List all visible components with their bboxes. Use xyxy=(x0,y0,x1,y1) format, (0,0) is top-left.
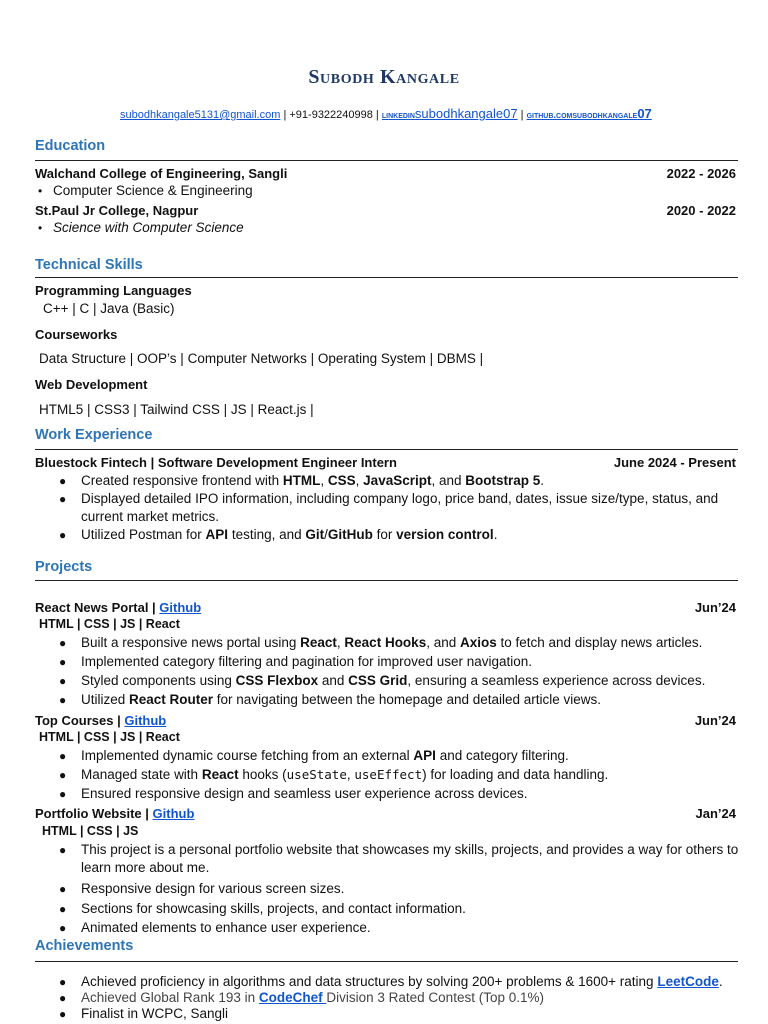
job-dates: June 2024 - Present xyxy=(613,455,736,470)
project-bullet: Built a responsive news portal using React, React Hooks, and Axios to fetch and display news articles. xyxy=(81,635,703,650)
work-bullet: Utilized Postman for API testing, and Git/GitHub for version control. xyxy=(81,527,498,542)
project-bullet: Managed state with React hooks (useState, useEffect) for loading and data handling. xyxy=(81,767,609,782)
leetcode-link[interactable]: LeetCode xyxy=(657,974,719,989)
bullet-icon: ● xyxy=(59,921,67,935)
contact-line: subodhkangale5131@gmail.com | +91-9322240998 | linkedinsubodhkangale07 | github.comsubodhkangale07 xyxy=(120,106,652,121)
bullet-icon: ● xyxy=(59,492,67,506)
project-date: Jun’24 xyxy=(694,713,736,728)
project-bullet: This project is a personal portfolio website that showcases my skills, projects, and provides a way for others to learn more about me. xyxy=(81,842,739,875)
codechef-link[interactable]: CodeChef xyxy=(258,990,327,1005)
bullet-icon: ● xyxy=(59,902,67,916)
bullet-icon: ● xyxy=(59,693,67,707)
bullet-icon: ● xyxy=(59,655,67,669)
skill-group-value: Data Structure | OOP’s | Computer Networks | Operating System | DBMS | xyxy=(39,351,484,366)
candidate-name: Subodh Kangale xyxy=(308,66,460,88)
school-detail: Computer Science & Engineering xyxy=(53,183,253,198)
project-bullet: Styled components using CSS Flexbox and CSS Grid, ensuring a seamless experience across devices. xyxy=(81,673,706,688)
project-bullet: Responsive design for various screen sizes. xyxy=(81,881,345,896)
bullet-icon: ● xyxy=(59,474,67,488)
work-bullet: Displayed detailed IPO information, including company logo, price band, dates, issue size/type, status, and current market metrics. xyxy=(81,491,719,524)
bullet-icon: ● xyxy=(59,975,67,989)
bullet-icon: ● xyxy=(59,636,67,650)
phone-number: +91-9322240998 xyxy=(289,109,373,121)
bullet-icon: ● xyxy=(59,787,67,801)
project-date: Jan’24 xyxy=(695,806,736,821)
skill-group-value: C++ | C | Java (Basic) xyxy=(43,301,175,316)
section-divider xyxy=(35,277,738,278)
bullet-icon: ● xyxy=(59,843,67,857)
linkedin-link[interactable]: linkedinsubodhkangale07 xyxy=(381,106,518,121)
project-bullet: Sections for showcasing skills, projects, and contact information. xyxy=(81,901,466,916)
skill-group-label: Courseworks xyxy=(35,327,118,342)
work-bullet: Created responsive frontend with HTML, CSS, JavaScript, and Bootstrap 5. xyxy=(81,473,545,488)
work-heading: Work Experience xyxy=(35,427,153,443)
skill-group-label: Programming Languages xyxy=(35,283,192,298)
github-profile-link[interactable]: github.comsubodhkangale07 xyxy=(526,106,652,121)
project-bullet: Implemented dynamic course fetching from an external API and category filtering. xyxy=(81,748,569,763)
school-dates: 2022 - 2026 xyxy=(666,166,736,181)
bullet-icon: ● xyxy=(59,1007,67,1021)
bullet-icon: • xyxy=(38,221,43,235)
github-link[interactable]: Github xyxy=(124,713,167,728)
achievement-item: Finalist in WCPC, Sangli xyxy=(81,1006,229,1021)
achievement-item: Achieved proficiency in algorithms and data structures by solving 200+ problems & 1600+ rating LeetCode. xyxy=(81,974,723,989)
project-title: React News Portal | Github xyxy=(35,600,202,615)
bullet-icon: ● xyxy=(59,674,67,688)
section-divider xyxy=(35,449,738,450)
section-divider xyxy=(35,580,738,581)
project-bullet: Utilized React Router for navigating between the homepage and detailed article views. xyxy=(81,692,602,707)
skill-group-value: HTML5 | CSS3 | Tailwind CSS | JS | React.js | xyxy=(39,402,314,417)
bullet-icon: ● xyxy=(59,991,67,1005)
project-bullet: Ensured responsive design and seamless user experience across devices. xyxy=(81,786,528,801)
section-divider xyxy=(35,160,738,161)
section-divider xyxy=(35,961,738,962)
job-title: Bluestock Fintech | Software Development Engineer Intern xyxy=(35,455,397,470)
school-dates: 2020 - 2022 xyxy=(666,203,736,218)
project-stack: HTML | CSS | JS | React xyxy=(39,730,180,744)
bullet-icon: ● xyxy=(59,768,67,782)
skill-group-label: Web Development xyxy=(35,377,148,392)
bullet-icon: ● xyxy=(59,749,67,763)
skills-heading: Technical Skills xyxy=(35,257,143,273)
project-stack: HTML | CSS | JS xyxy=(42,824,139,838)
github-link[interactable]: Github xyxy=(152,806,195,821)
education-heading: Education xyxy=(35,138,106,154)
project-stack: HTML | CSS | JS | React xyxy=(39,617,180,631)
bullet-icon: ● xyxy=(59,882,67,896)
bullet-icon: ● xyxy=(59,528,67,542)
achievements-heading: Achievements xyxy=(35,938,134,954)
bullet-icon: • xyxy=(38,184,43,198)
email-link[interactable]: subodhkangale5131@gmail.com xyxy=(120,109,281,121)
projects-heading: Projects xyxy=(35,559,93,575)
school-detail: Science with Computer Science xyxy=(53,220,244,235)
project-title: Portfolio Website | Github xyxy=(35,806,195,821)
project-date: Jun’24 xyxy=(694,600,736,615)
project-title: Top Courses | Github xyxy=(35,713,167,728)
school-name: St.Paul Jr College, Nagpur xyxy=(35,203,199,218)
project-bullet: Implemented category filtering and pagination for improved user navigation. xyxy=(81,654,533,669)
project-bullet: Animated elements to enhance user experience. xyxy=(81,920,371,935)
achievement-item: Achieved Global Rank 193 in CodeChef Division 3 Rated Contest (Top 0.1%) xyxy=(81,990,544,1005)
github-link[interactable]: Github xyxy=(159,600,202,615)
school-name: Walchand College of Engineering, Sangli xyxy=(35,166,288,181)
